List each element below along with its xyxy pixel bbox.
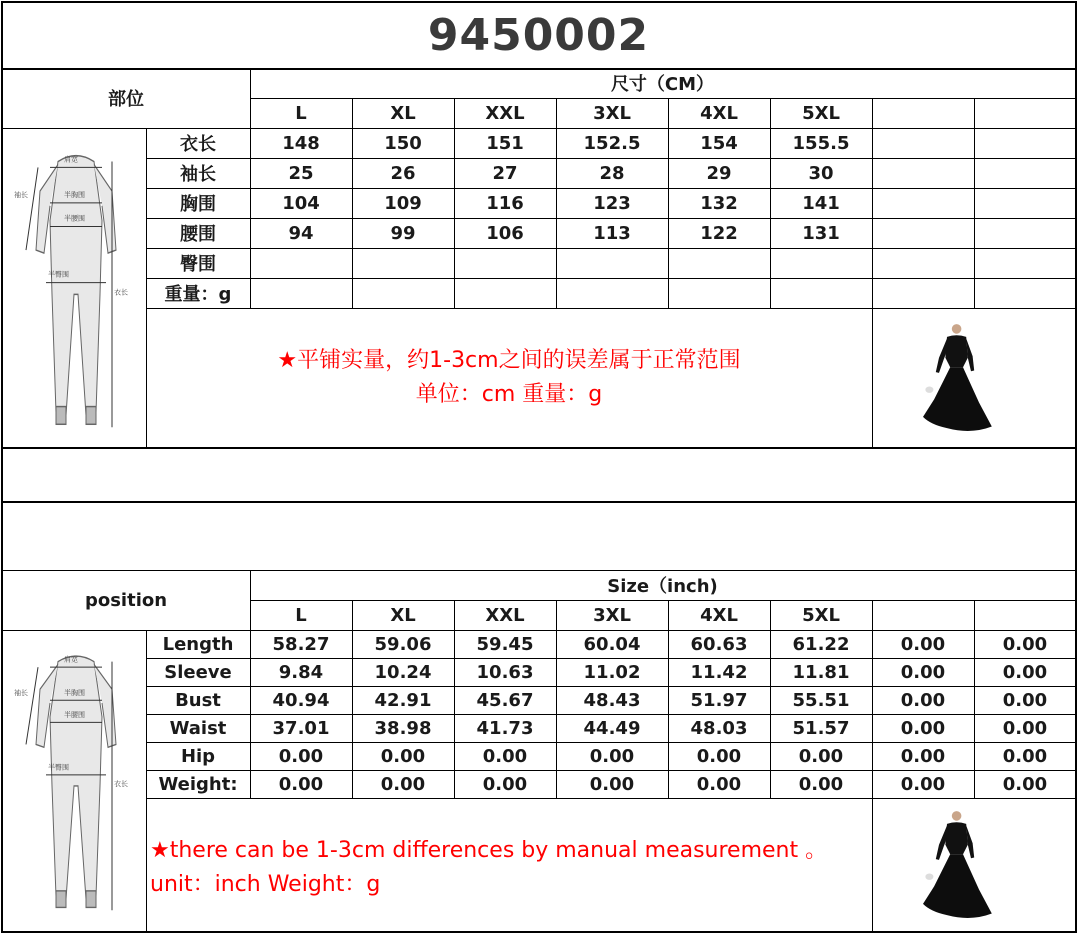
table-cell: 0.00 <box>1002 745 1048 767</box>
table-cell: 0.00 <box>589 773 635 795</box>
grid-line-v <box>668 98 669 308</box>
table-cell: 0.00 <box>900 717 946 739</box>
size-header-4: 4XL <box>700 604 738 626</box>
table-cell: 99 <box>390 222 416 244</box>
table-cell: 60.04 <box>583 633 641 655</box>
size-header-3: 3XL <box>593 102 631 124</box>
size-header-2: XXL <box>485 604 525 626</box>
table-cell <box>352 278 454 308</box>
diagram-label-shoulder: 肩宽 <box>64 155 78 164</box>
table-cell: 151 <box>486 132 524 154</box>
grid-line-h <box>146 308 1076 309</box>
row-label: 重量：g <box>164 284 232 305</box>
row-label: 腰围 <box>180 224 216 245</box>
table-cell <box>974 218 1076 248</box>
table-cell <box>974 128 1076 158</box>
note-units: 单位：cm 重量：g <box>415 382 603 407</box>
table-cell: 0.00 <box>696 773 742 795</box>
table-cell: 10.24 <box>374 661 432 683</box>
table-cell <box>974 278 1076 308</box>
table-cell: 0.00 <box>798 745 844 767</box>
diagram-label-shoulder: 肩宽 <box>64 655 78 664</box>
size-header-0: L <box>295 604 307 626</box>
page-title: 9450002 <box>427 9 650 61</box>
table-cell: 59.06 <box>374 633 432 655</box>
table-cell <box>872 188 974 218</box>
size-header-1: XL <box>390 604 416 626</box>
diagram-label-sleeve: 袖长 <box>14 190 28 199</box>
row-label: 胸围 <box>180 194 216 215</box>
grid-line-v <box>352 98 353 308</box>
table-cell <box>556 248 668 278</box>
grid-line-v <box>1 1 3 932</box>
inch-measurement-diagram <box>6 634 146 924</box>
table-cell <box>974 248 1076 278</box>
table-cell: 94 <box>288 222 314 244</box>
table-cell: 141 <box>802 192 840 214</box>
position-header: position <box>84 589 168 611</box>
grid-line-v <box>352 600 353 798</box>
table-cell: 123 <box>593 192 631 214</box>
table-cell: 29 <box>706 162 732 184</box>
table-cell: 0.00 <box>482 745 528 767</box>
size-header-6 <box>872 600 974 630</box>
row-label: Weight: <box>158 773 238 795</box>
table-cell: 0.00 <box>1002 717 1048 739</box>
size-header-4: 4XL <box>700 102 738 124</box>
table-cell: 109 <box>384 192 422 214</box>
table-cell <box>770 248 872 278</box>
cm-dress-photo <box>915 314 995 443</box>
table-cell: 11.02 <box>583 661 641 683</box>
grid-line-v <box>770 600 771 798</box>
table-cell: 0.00 <box>278 745 324 767</box>
table-cell: 26 <box>390 162 416 184</box>
size-header-0: L <box>295 102 307 124</box>
grid-line-h <box>146 798 1076 799</box>
table-cell: 60.63 <box>690 633 748 655</box>
table-cell: 0.00 <box>696 745 742 767</box>
table-cell: 55.51 <box>792 689 850 711</box>
table-cell: 113 <box>593 222 631 244</box>
table-cell: 155.5 <box>792 132 850 154</box>
table-cell: 45.67 <box>476 689 534 711</box>
inch-dress-photo <box>915 804 995 927</box>
cm-unit-header: 尺寸（CM） <box>610 74 715 95</box>
size-header-7 <box>974 98 1076 128</box>
table-cell: 0.00 <box>798 773 844 795</box>
table-cell <box>974 188 1076 218</box>
table-cell: 48.03 <box>690 717 748 739</box>
table-cell <box>872 248 974 278</box>
table-cell: 0.00 <box>900 689 946 711</box>
size-header-5: 5XL <box>802 102 840 124</box>
row-label: Sleeve <box>164 661 232 683</box>
grid-line-v <box>872 600 873 798</box>
table-cell: 148 <box>282 132 320 154</box>
grid-line-v <box>974 98 975 308</box>
table-cell: 0.00 <box>900 773 946 795</box>
table-cell: 0.00 <box>482 773 528 795</box>
table-cell: 131 <box>802 222 840 244</box>
table-cell: 0.00 <box>900 745 946 767</box>
table-cell: 42.91 <box>374 689 432 711</box>
diagram-label-hip: 半臀围 <box>48 763 69 772</box>
grid-line-v <box>974 600 975 798</box>
table-cell: 122 <box>700 222 738 244</box>
grid-line-v <box>872 98 873 308</box>
table-cell <box>668 248 770 278</box>
inch-unit-header: Size（inch) <box>607 576 718 597</box>
note-tolerance: ★平铺实量，约1-3cm之间的误差属于正常范围 <box>277 348 741 373</box>
table-cell: 104 <box>282 192 320 214</box>
table-cell: 28 <box>599 162 625 184</box>
grid-line-v <box>556 600 557 798</box>
table-cell <box>250 278 352 308</box>
grid-line-v <box>454 600 455 798</box>
grid-line-h <box>1 931 1077 933</box>
table-cell: 0.00 <box>380 745 426 767</box>
row-label: 衣长 <box>180 134 216 155</box>
row-label: Hip <box>180 745 216 767</box>
table-cell <box>974 158 1076 188</box>
table-cell: 116 <box>486 192 524 214</box>
table-cell: 51.97 <box>690 689 748 711</box>
table-cell <box>872 218 974 248</box>
table-cell: 150 <box>384 132 422 154</box>
table-cell: 37.01 <box>272 717 330 739</box>
table-cell <box>668 278 770 308</box>
table-cell: 0.00 <box>1002 773 1048 795</box>
table-cell: 61.22 <box>792 633 850 655</box>
table-cell: 25 <box>288 162 314 184</box>
size-header-3: 3XL <box>593 604 631 626</box>
diagram-label-chest: 半胸围 <box>64 190 85 199</box>
table-cell <box>556 278 668 308</box>
table-cell <box>250 248 352 278</box>
diagram-label-waist: 半腰围 <box>64 214 85 223</box>
grid-line-v <box>250 570 251 798</box>
table-cell: 27 <box>492 162 518 184</box>
table-cell: 9.84 <box>278 661 324 683</box>
grid-line-v <box>668 600 669 798</box>
table-cell: 10.63 <box>476 661 534 683</box>
table-cell: 0.00 <box>900 661 946 683</box>
table-cell: 0.00 <box>278 773 324 795</box>
table-cell: 154 <box>700 132 738 154</box>
grid-line-v <box>556 98 557 308</box>
size-header-1: XL <box>390 102 416 124</box>
size-header-2: XXL <box>485 102 525 124</box>
grid-line-v <box>146 630 147 931</box>
table-cell: 58.27 <box>272 633 330 655</box>
size-header-7 <box>974 600 1076 630</box>
grid-line-h <box>1 501 1077 503</box>
diagram-label-waist: 半腰围 <box>64 710 85 719</box>
table-cell: 0.00 <box>1002 689 1048 711</box>
grid-line-v <box>872 798 873 931</box>
diagram-label-length: 衣长 <box>114 779 128 788</box>
diagram-label-sleeve: 袖长 <box>14 688 28 697</box>
size-header-5: 5XL <box>802 604 840 626</box>
grid-line-v <box>454 98 455 308</box>
table-cell: 11.42 <box>690 661 748 683</box>
grid-line-v <box>250 68 251 308</box>
table-cell: 38.98 <box>374 717 432 739</box>
table-cell <box>454 278 556 308</box>
size-header-6 <box>872 98 974 128</box>
cm-measurement-diagram <box>6 132 146 442</box>
table-cell: 40.94 <box>272 689 330 711</box>
table-cell <box>352 248 454 278</box>
table-cell: 41.73 <box>476 717 534 739</box>
row-label: Length <box>162 633 234 655</box>
diagram-label-hip: 半臀围 <box>48 270 69 279</box>
table-cell: 0.00 <box>1002 661 1048 683</box>
table-cell <box>454 248 556 278</box>
row-label: Bust <box>175 689 221 711</box>
table-cell: 30 <box>808 162 834 184</box>
table-cell: 0.00 <box>1002 633 1048 655</box>
table-cell: 0.00 <box>900 633 946 655</box>
table-cell: 51.57 <box>792 717 850 739</box>
part-header: 部位 <box>108 89 144 110</box>
table-cell: 44.49 <box>583 717 641 739</box>
table-cell <box>872 128 974 158</box>
grid-line-v <box>770 98 771 308</box>
note-tolerance-en: ★there can be 1-3cm differences by manual measurement 。 unit：inch Weight：g <box>150 838 828 897</box>
row-label: 袖长 <box>180 164 216 185</box>
table-cell: 0.00 <box>380 773 426 795</box>
diagram-label-length: 衣长 <box>114 288 128 297</box>
grid-line-h <box>1 447 1077 449</box>
grid-line-v <box>872 308 873 447</box>
row-label: Waist <box>169 717 227 739</box>
row-label: 臀围 <box>180 254 216 275</box>
table-cell <box>872 278 974 308</box>
diagram-label-chest: 半胸围 <box>64 688 85 697</box>
table-cell: 11.81 <box>792 661 850 683</box>
table-cell: 0.00 <box>589 745 635 767</box>
table-cell <box>770 278 872 308</box>
table-cell: 132 <box>700 192 738 214</box>
table-cell: 59.45 <box>476 633 534 655</box>
table-cell: 106 <box>486 222 524 244</box>
table-cell <box>872 158 974 188</box>
table-cell: 152.5 <box>583 132 641 154</box>
table-cell: 48.43 <box>583 689 641 711</box>
